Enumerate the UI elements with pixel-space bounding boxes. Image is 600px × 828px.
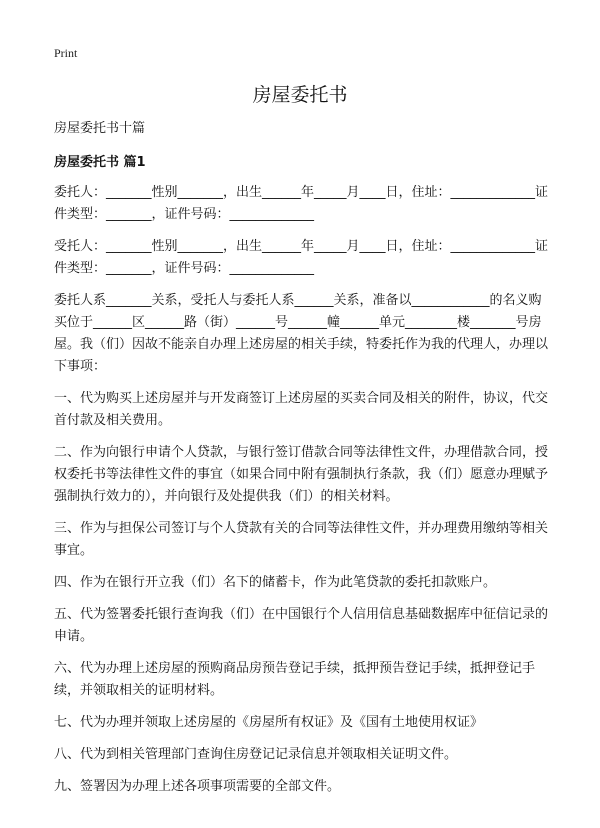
item-9-paragraph: 九、签署因为办理上述各项事项需要的全部文件。	[54, 779, 341, 794]
relationship-paragraph: 委托人系_______关系，受托人与委托人系______关系，准备以____________的名义购买位于______区______路（街）______号______幢______单元________楼_______号房屋。我（们）因故不能亲自办理上述房屋的相关手续，特委托作为我的代理人，办理以下事项：	[54, 293, 549, 374]
item-6-paragraph: 六、代为办理上述房屋的预购商品房预告登记手续，抵押预告登记手续，抵押登记手续，并领取相关的证明材料。	[54, 661, 536, 698]
item-7-paragraph: 七、代为办理并领取上述房屋的《房屋所有权证》及《国有土地使用权证》	[54, 715, 484, 730]
item-8-paragraph: 八、代为到相关管理部门查询住房登记记录信息并领取相关证明文件。	[54, 747, 458, 762]
item-4-paragraph: 四、作为在银行开立我（们）名下的储蓄卡，作为此笔贷款的委托扣款账户。	[54, 575, 497, 590]
item-2-paragraph: 二、作为向银行申请个人贷款，与银行签订借款合同等法律性文件，办理借款合同，授权委托书等法律性文件的事宜（如果合同中附有强制执行条款，我（们）愿意办理赋予强制执行效力的），并向银行及处提供我（们）的相关材料。	[54, 445, 549, 504]
section-heading: 房屋委托书 篇1	[54, 155, 146, 170]
document-body	[54, 118, 550, 808]
item-1-paragraph: 一、代为购买上述房屋并与开发商签订上述房屋的买卖合同及相关的附件，协议，代交首付款及相关费用。	[54, 391, 549, 428]
principal-info-paragraph: 委托人：_______性别_______，出生______年_____月____日，住址：_____________证件类型：_______，证件号码：_____________	[54, 185, 549, 222]
item-3-paragraph: 三、作为与担保公司签订与个人贷款有关的合同等法律性文件，并办理费用缴纳等相关事宜。	[54, 521, 549, 558]
document-subtitle: 房屋委托书十篇	[54, 121, 146, 136]
print-link[interactable]: Print	[54, 46, 78, 60]
item-5-paragraph: 五、代为签署委托银行查询我（们）在中国银行个人信用信息基础数据库中征信记录的申请。	[54, 607, 549, 644]
document-title: 房屋委托书	[252, 84, 348, 106]
agent-info-paragraph: 受托人：_______性别_______，出生______年_____月____日，住址：_____________证件类型：_______，证件号码：_____________	[54, 239, 549, 276]
